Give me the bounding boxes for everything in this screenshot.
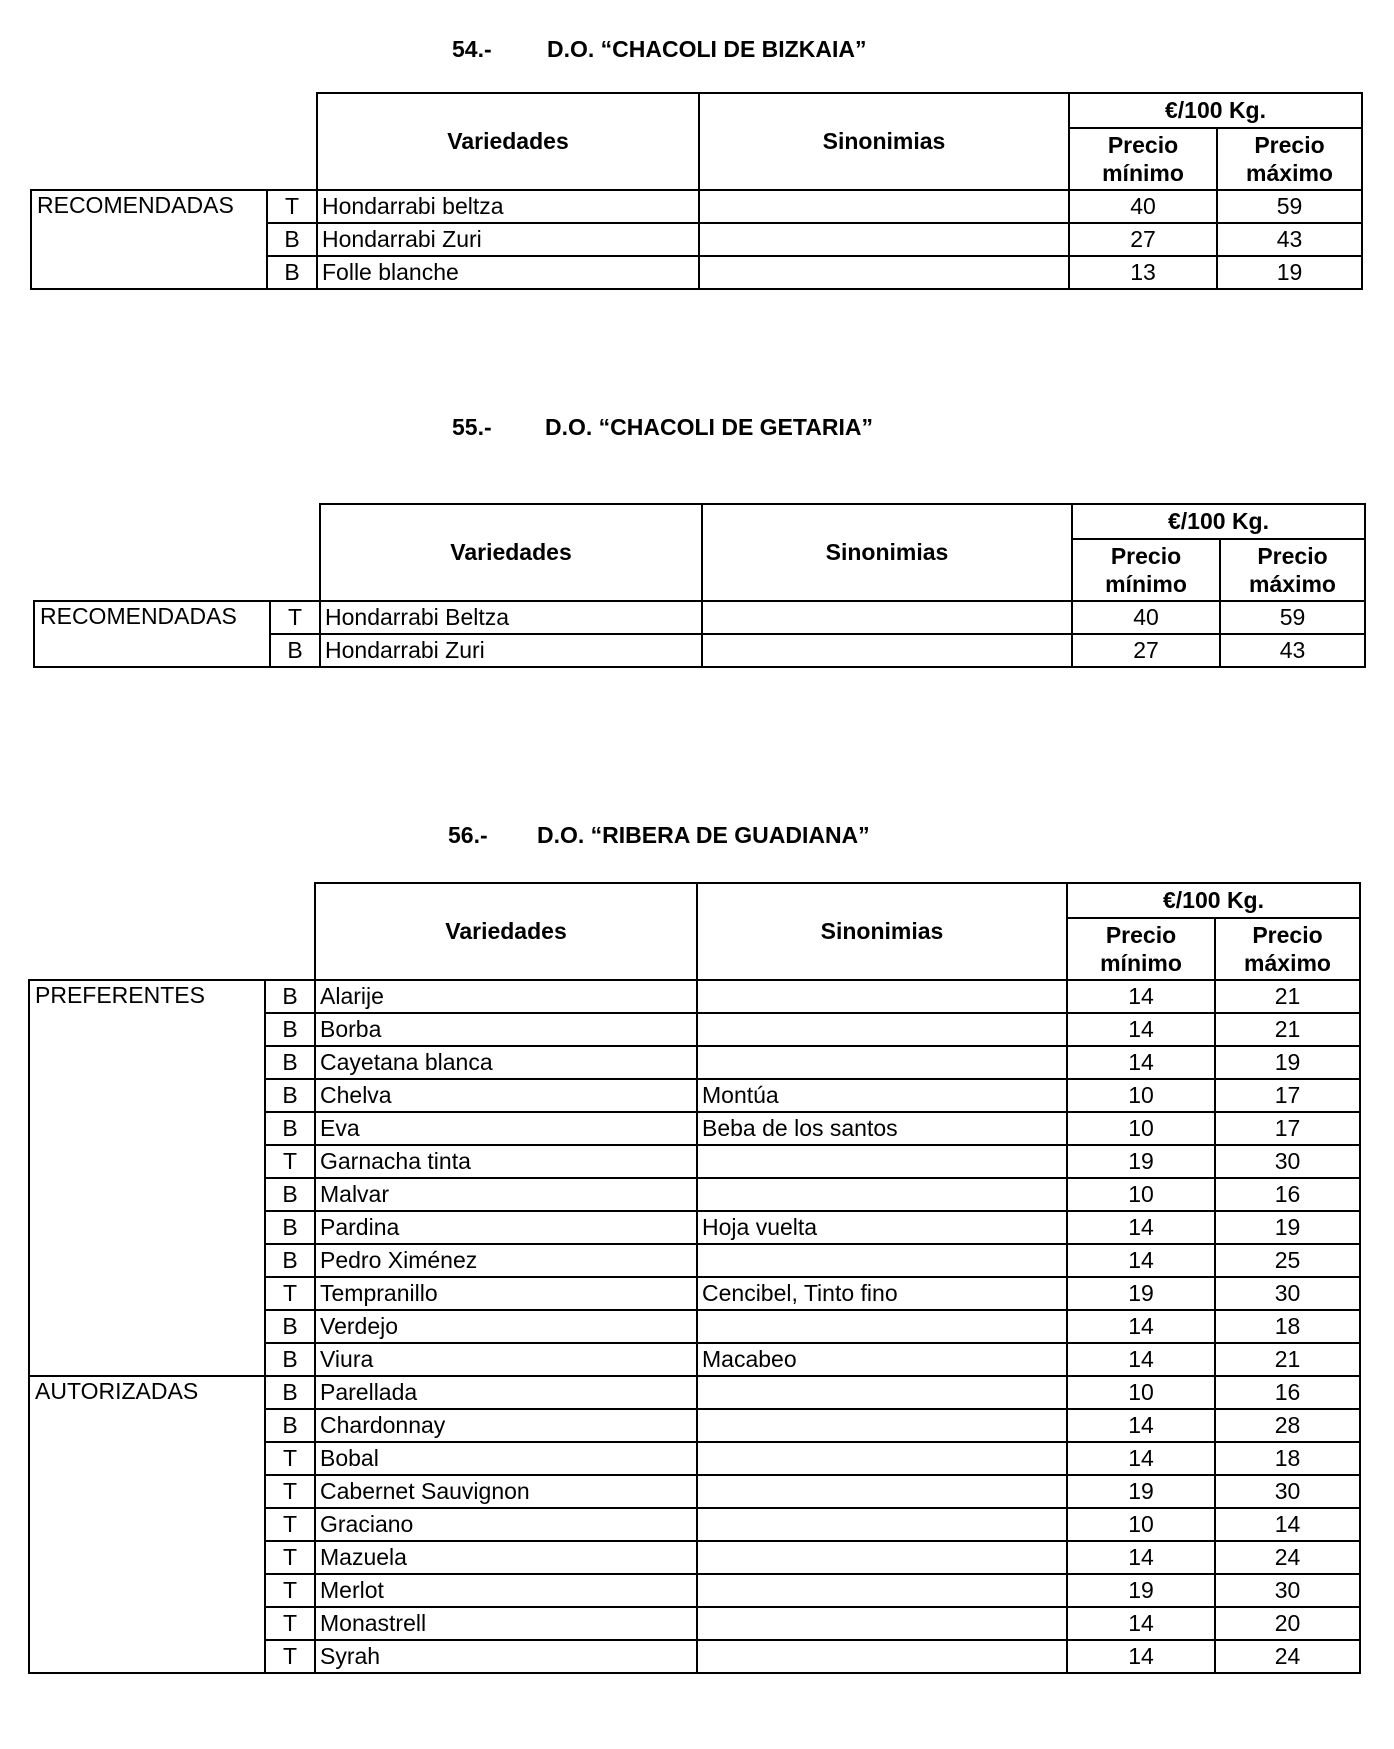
synonym-cell (697, 1574, 1067, 1607)
section-number: 56.- (448, 822, 488, 848)
header-synonyms: Sinonimias (699, 93, 1069, 190)
table-row (29, 1376, 1360, 1409)
price-max-cell: 18 (1215, 1442, 1360, 1475)
price-max-cell: 59 (1220, 601, 1365, 634)
variety-cell: Folle blanche (317, 256, 699, 289)
header-price-max: Precio máximo (1217, 128, 1362, 190)
price-min-cell: 14 (1067, 1541, 1215, 1574)
variety-cell: Alarije (315, 980, 697, 1013)
price-min-cell: 27 (1072, 634, 1220, 667)
price-max-cell: 21 (1215, 1013, 1360, 1046)
header-price-min: Precio mínimo (1069, 128, 1217, 190)
price-max-cell: 28 (1215, 1409, 1360, 1442)
type-cell: B (265, 1046, 315, 1079)
type-cell: B (265, 1376, 315, 1409)
price-max-cell: 30 (1215, 1277, 1360, 1310)
header-blank (34, 504, 320, 601)
section-number: 55.- (452, 414, 492, 440)
price-min-cell: 14 (1067, 1013, 1215, 1046)
price-min-cell: 19 (1067, 1277, 1215, 1310)
header-price-group: €/100 Kg. (1069, 93, 1362, 128)
header-blank (29, 883, 315, 980)
type-cell: B (265, 1178, 315, 1211)
header-price-min: Precio mínimo (1072, 539, 1220, 601)
type-cell: B (267, 256, 317, 289)
synonym-cell (702, 601, 1072, 634)
price-max-cell: 17 (1215, 1112, 1360, 1145)
price-max-cell: 21 (1215, 1343, 1360, 1376)
price-max-cell: 30 (1215, 1475, 1360, 1508)
section-title (0, 412, 1394, 442)
synonym-cell (697, 1013, 1067, 1046)
header-price-group: €/100 Kg. (1072, 504, 1365, 539)
variety-cell: Bobal (315, 1442, 697, 1475)
table-body (34, 601, 1365, 667)
category-cell: AUTORIZADAS (29, 1376, 265, 1673)
price-max-cell: 16 (1215, 1178, 1360, 1211)
table-row (34, 601, 1365, 634)
price-min-cell: 10 (1067, 1376, 1215, 1409)
type-cell: B (265, 1079, 315, 1112)
price-min-cell: 10 (1067, 1508, 1215, 1541)
table-body (29, 980, 1360, 1673)
synonym-cell (697, 1178, 1067, 1211)
type-cell: B (265, 1409, 315, 1442)
type-cell: T (265, 1442, 315, 1475)
price-max-cell: 25 (1215, 1244, 1360, 1277)
variety-cell: Viura (315, 1343, 697, 1376)
type-cell: T (265, 1640, 315, 1673)
price-max-cell: 43 (1220, 634, 1365, 667)
price-max-cell: 19 (1217, 256, 1362, 289)
header-varieties: Variedades (317, 93, 699, 190)
price-max-cell: 16 (1215, 1376, 1360, 1409)
price-max-cell: 59 (1217, 190, 1362, 223)
price-min-cell: 40 (1069, 190, 1217, 223)
header-price-min: Precio mínimo (1067, 918, 1215, 980)
variety-cell: Pardina (315, 1211, 697, 1244)
section-name: D.O. “RIBERA DE GUADIANA” (537, 822, 870, 848)
synonym-cell (697, 1508, 1067, 1541)
variety-cell: Pedro Ximénez (315, 1244, 697, 1277)
type-cell: T (265, 1145, 315, 1178)
type-cell: B (265, 1211, 315, 1244)
variety-cell: Garnacha tinta (315, 1145, 697, 1178)
price-min-cell: 14 (1067, 1607, 1215, 1640)
table-row (31, 190, 1362, 223)
type-cell: B (265, 1310, 315, 1343)
type-cell: B (267, 223, 317, 256)
price-min-cell: 14 (1067, 1310, 1215, 1343)
type-cell: B (265, 1343, 315, 1376)
synonym-cell (699, 256, 1069, 289)
header-blank (31, 93, 317, 190)
price-min-cell: 10 (1067, 1112, 1215, 1145)
header-synonyms: Sinonimias (702, 504, 1072, 601)
variety-cell: Verdejo (315, 1310, 697, 1343)
synonym-cell (697, 1244, 1067, 1277)
synonym-cell (697, 1442, 1067, 1475)
variety-cell: Hondarrabi beltza (317, 190, 699, 223)
synonym-cell (697, 1145, 1067, 1178)
section-name: D.O. “CHACOLI DE BIZKAIA” (547, 36, 867, 62)
price-min-cell: 14 (1067, 1640, 1215, 1673)
category-cell: RECOMENDADAS (34, 601, 270, 667)
synonym-cell: Montúa (697, 1079, 1067, 1112)
variety-cell: Cayetana blanca (315, 1046, 697, 1079)
price-max-cell: 19 (1215, 1046, 1360, 1079)
variety-cell: Chardonnay (315, 1409, 697, 1442)
variety-cell: Monastrell (315, 1607, 697, 1640)
header-synonyms: Sinonimias (697, 883, 1067, 980)
price-min-cell: 13 (1069, 256, 1217, 289)
header-price-group: €/100 Kg. (1067, 883, 1360, 918)
section-title (0, 820, 1394, 850)
price-min-cell: 40 (1072, 601, 1220, 634)
variety-cell: Eva (315, 1112, 697, 1145)
type-cell: T (265, 1277, 315, 1310)
synonym-cell (699, 223, 1069, 256)
type-cell: T (265, 1574, 315, 1607)
type-cell: T (265, 1475, 315, 1508)
type-cell: B (270, 634, 320, 667)
synonym-cell (697, 1541, 1067, 1574)
category-cell: RECOMENDADAS (31, 190, 267, 289)
price-min-cell: 14 (1067, 980, 1215, 1013)
price-max-cell: 43 (1217, 223, 1362, 256)
synonym-cell (697, 1409, 1067, 1442)
type-cell: T (270, 601, 320, 634)
table-row (29, 980, 1360, 1013)
varieties-table (33, 503, 1366, 668)
variety-cell: Hondarrabi Zuri (320, 634, 702, 667)
synonym-cell (697, 1376, 1067, 1409)
price-max-cell: 30 (1215, 1574, 1360, 1607)
type-cell: B (265, 1013, 315, 1046)
varieties-table (30, 92, 1363, 290)
type-cell: T (265, 1607, 315, 1640)
type-cell: B (265, 1112, 315, 1145)
synonym-cell (699, 190, 1069, 223)
type-cell: T (265, 1508, 315, 1541)
synonym-cell (697, 1310, 1067, 1343)
type-cell: B (265, 1244, 315, 1277)
variety-cell: Mazuela (315, 1541, 697, 1574)
price-max-cell: 24 (1215, 1541, 1360, 1574)
variety-cell: Graciano (315, 1508, 697, 1541)
synonym-cell: Macabeo (697, 1343, 1067, 1376)
price-min-cell: 19 (1067, 1574, 1215, 1607)
category-cell: PREFERENTES (29, 980, 265, 1376)
type-cell: T (267, 190, 317, 223)
price-min-cell: 19 (1067, 1145, 1215, 1178)
price-min-cell: 19 (1067, 1475, 1215, 1508)
section-number: 54.- (452, 36, 492, 62)
price-max-cell: 18 (1215, 1310, 1360, 1343)
variety-cell: Borba (315, 1013, 697, 1046)
price-min-cell: 14 (1067, 1211, 1215, 1244)
section-title (0, 34, 1394, 64)
type-cell: B (265, 980, 315, 1013)
table-body (31, 190, 1362, 289)
header-price-max: Precio máximo (1215, 918, 1360, 980)
price-max-cell: 21 (1215, 980, 1360, 1013)
price-max-cell: 14 (1215, 1508, 1360, 1541)
header-varieties: Variedades (315, 883, 697, 980)
price-max-cell: 20 (1215, 1607, 1360, 1640)
header-price-max: Precio máximo (1220, 539, 1365, 601)
variety-cell: Malvar (315, 1178, 697, 1211)
price-min-cell: 10 (1067, 1079, 1215, 1112)
section-name: D.O. “CHACOLI DE GETARIA” (545, 414, 873, 440)
price-max-cell: 30 (1215, 1145, 1360, 1178)
synonym-cell (697, 1046, 1067, 1079)
synonym-cell (697, 1640, 1067, 1673)
variety-cell: Syrah (315, 1640, 697, 1673)
synonym-cell (697, 980, 1067, 1013)
price-min-cell: 14 (1067, 1442, 1215, 1475)
price-min-cell: 27 (1069, 223, 1217, 256)
variety-cell: Hondarrabi Beltza (320, 601, 702, 634)
synonym-cell (697, 1607, 1067, 1640)
synonym-cell: Beba de los santos (697, 1112, 1067, 1145)
type-cell: T (265, 1541, 315, 1574)
variety-cell: Tempranillo (315, 1277, 697, 1310)
synonym-cell: Cencibel, Tinto fino (697, 1277, 1067, 1310)
price-max-cell: 17 (1215, 1079, 1360, 1112)
price-min-cell: 14 (1067, 1244, 1215, 1277)
synonym-cell: Hoja vuelta (697, 1211, 1067, 1244)
variety-cell: Merlot (315, 1574, 697, 1607)
variety-cell: Parellada (315, 1376, 697, 1409)
price-min-cell: 14 (1067, 1343, 1215, 1376)
synonym-cell (702, 634, 1072, 667)
varieties-table (28, 882, 1361, 1674)
synonym-cell (697, 1475, 1067, 1508)
price-min-cell: 14 (1067, 1046, 1215, 1079)
price-max-cell: 19 (1215, 1211, 1360, 1244)
variety-cell: Chelva (315, 1079, 697, 1112)
header-varieties: Variedades (320, 504, 702, 601)
variety-cell: Hondarrabi Zuri (317, 223, 699, 256)
price-min-cell: 10 (1067, 1178, 1215, 1211)
price-max-cell: 24 (1215, 1640, 1360, 1673)
price-min-cell: 14 (1067, 1409, 1215, 1442)
variety-cell: Cabernet Sauvignon (315, 1475, 697, 1508)
